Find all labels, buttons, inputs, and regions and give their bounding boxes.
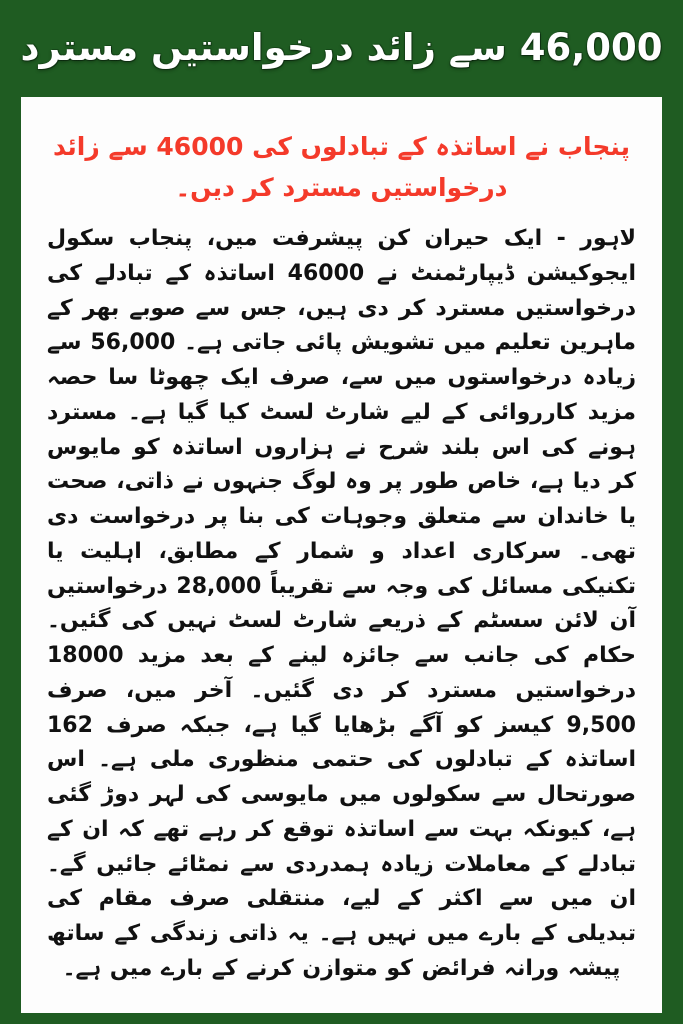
article-body-text: لاہور - ایک حیران کن پیشرفت میں، پنجاب سکول ایجوکیشن ڈیپارٹمنٹ نے 46000 اساتذہ کے تبادلے کی درخواستیں مسترد کر دی ہیں، جس سے صوبے بھر کے ماہرین تعلیم میں تشویش پائی جاتی ہے۔ 56,000 سے زیادہ درخواستوں میں سے، صرف ایک چھوٹا سا حصہ مزید کارروائی کے لیے شارٹ لسٹ کیا گیا ہے۔ مسترد ہونے کی اس بلند شرح نے ہزاروں اساتذہ کو مایوس کر دیا ہے، خاص طور پر وہ لوگ جنہوں نے ذاتی، صحت یا خاندان سے متعلق وجوہات کی بنا پر درخواست دی تھی۔ سرکاری اعداد و شمار کے مطابق، اہلیت یا تکنیکی مسائل کی وجہ سے تقریباً 28,000 درخواستیں آن لائن سسٹم کے ذریعے شارٹ لسٹ نہیں کی گئیں۔ حکام کی جانب سے جائزہ لینے کے بعد مزید 18000 درخواستیں مسترد کر دی گئیں۔ آخر میں، صرف 9,500 کیسز کو آگے بڑھایا گیا ہے، جبکہ صرف 162 اساتذہ کے تبادلوں کی حتمی منظوری ملی ہے۔ اس صورتحال سے سکولوں میں مایوسی کی لہر دوڑ گئی ہے، کیونکہ بہت سے اساتذہ توقع کر رہے تھے کہ ان کے تبادلے کے معاملات زیادہ ہمدردی سے نمٹائے جائیں گے۔ ان میں سے اکثر کے لیے، منتقلی صرف مقام کی تبدیلی کے بارے میں نہیں ہے۔ یہ ذاتی زندگی کے ساتھ پیشہ ورانہ فرائض کو متوازن کرنے کے بارے میں ہے۔ (47, 226, 636, 981)
article-card (21, 97, 662, 1013)
headline-title: 46,000 سے زائد درخواستیں مسترد (20, 26, 663, 70)
article-subheadline: پنجاب نے اساتذہ کے تبادلوں کی 46000 سے زائد درخواستیں مسترد کر دیں۔ (52, 132, 631, 202)
headline-banner (0, 0, 683, 97)
